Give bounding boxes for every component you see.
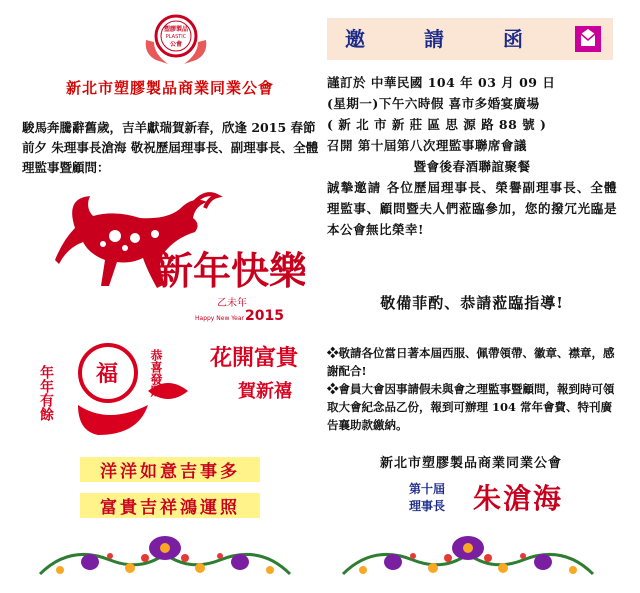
greeting-text: 駿馬奔騰辭舊歲，吉羊獻瑞賀新春，欣逢 2015 春節前夕 朱理事長滄海 敬祝歷屆理事長、副理事長、全體理監事暨顧問： [22, 120, 319, 175]
svg-text:賀新禧: 賀新禧 [238, 381, 292, 402]
org-title: 新北市塑膠製品商業同業公會 [65, 79, 274, 97]
floral-ornament-right [333, 524, 603, 584]
signer-role [397, 481, 457, 515]
svg-text:恭喜發財: 恭喜發財 [149, 349, 163, 397]
signer-role-line-2: 理事長 [408, 499, 445, 513]
svg-text:新年快樂: 新年快樂 [155, 248, 305, 293]
floral-ornament-left [30, 524, 300, 584]
invitation-line: ( 新 北 市 新 莊 區 思 源 路 88 號 ) [327, 117, 547, 132]
note-item: ❖會員大會因事請假未與會之理監事暨顧問，報到時可領取大會紀念品乙份，報到可辦理 104 常年會費、特刊廣告襄助款繳納。 [327, 382, 615, 432]
svg-text:PLASTIC: PLASTIC [165, 34, 187, 40]
signer-org: 新北市塑膠製品商業同業公會 [380, 456, 563, 471]
invitation-body [327, 72, 617, 240]
blessing-line-2: 富貴吉祥鴻運照 [80, 493, 260, 518]
signer-name: 朱滄海 [473, 482, 564, 515]
notes [327, 344, 617, 434]
svg-text:乙未年: 乙未年 [217, 298, 247, 309]
paper-cut-icon [38, 335, 316, 445]
note-item: ❖敬請各位當日著本屆西服、佩帶領帶、徽章、襟章，感謝配合! [327, 346, 615, 378]
svg-text:福: 福 [96, 361, 119, 387]
invitation-title: 邀 請 函 [345, 27, 549, 51]
floral-ornament-icon [333, 524, 603, 584]
svg-text:公會: 公會 [169, 41, 183, 48]
invitation-line: 謹訂於 中華民國 104 年 03 月 09 日 [327, 75, 556, 90]
invitation-header [327, 18, 613, 60]
invitation-line: (星期一)下午六時假 喜市多婚宴廣場 [327, 96, 540, 111]
envelope-icon [573, 24, 603, 54]
svg-text:塑膠製品: 塑膠製品 [163, 26, 189, 33]
invitation-line: 誠摯邀請 各位歷屆理事長、榮譽副理事長、全體理監事、顧問暨夫人們蒞臨參加，您的撥冗光臨是本公會無比榮幸! [327, 180, 617, 237]
svg-text:花開富貴: 花開富貴 [210, 345, 299, 371]
goat-papercut-icon [45, 188, 305, 328]
svg-text:年年有餘: 年年有餘 [38, 365, 54, 421]
signer-role-line-1: 第十屆 [408, 482, 445, 496]
handshake-logo-icon [142, 10, 210, 66]
blessing-line-1: 洋洋如意吉事多 [80, 457, 260, 482]
floral-ornament-icon [30, 524, 300, 584]
closing-line: 敬備菲酌、恭請蒞臨指導! [380, 294, 564, 312]
paper-cut-art [38, 335, 316, 445]
svg-text:2015: 2015 [245, 308, 284, 324]
svg-text:Happy New Year: Happy New Year [195, 315, 244, 322]
association-logo [142, 10, 210, 66]
invitation-line: 召開 第十屆第八次理監事聯席會議 [327, 138, 527, 153]
new-year-goat-art [45, 188, 305, 328]
invitation-line: 暨會後春酒聯誼聚餐 [413, 159, 531, 174]
